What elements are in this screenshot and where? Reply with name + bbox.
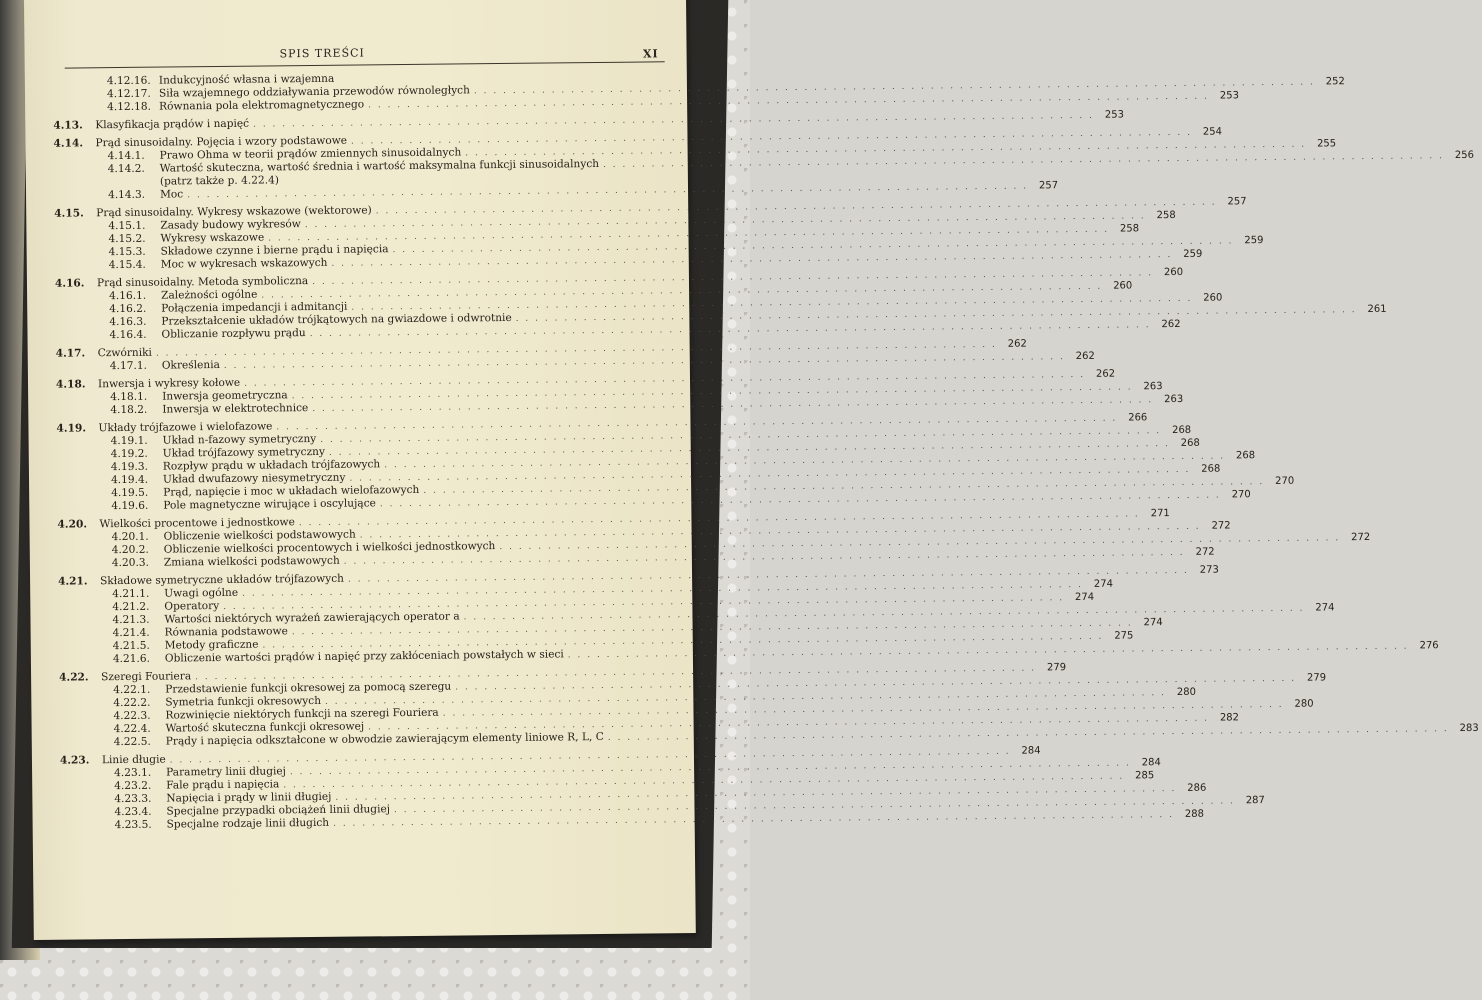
toc-entry-page: 257 [1038, 180, 1059, 192]
toc-entry-number: 4.21.1. [112, 587, 150, 601]
toc-entry-title: Zasady budowy wykresów [160, 218, 301, 232]
toc-entry-page: 262 [1095, 368, 1116, 380]
toc-entry-number: 4.15.4. [108, 258, 146, 272]
toc-entry-number: 4.23.1. [114, 766, 152, 780]
toc-entry-title: Zmiana wielkości podstawowych [163, 554, 340, 569]
toc-entry-number: 4.15. [54, 207, 84, 220]
toc-entry-number: 4.12.16. [106, 74, 151, 88]
toc-entry-number: 4.13. [53, 119, 83, 132]
toc-entry-number: 4.16.1. [109, 289, 147, 303]
toc-entry-number: 4.22.1. [113, 683, 151, 697]
toc-entry-page: 253 [1104, 109, 1125, 121]
toc-entry-title: Obliczanie rozpływu prądu [161, 327, 306, 341]
toc-entry-title: Wielkości procentowe i jednostkowe [99, 516, 295, 531]
toc-entry-title: Prąd sinusoidalny. Metoda symboliczna [96, 275, 309, 290]
toc-entry-title: Wartość skuteczna funkcji okresowej [165, 720, 365, 735]
toc-entry-number: 4.14.3. [107, 188, 146, 202]
toc-entry-title: Prąd, napięcie i moc w układach wielofazowych [163, 483, 420, 499]
toc-entry-title: Moc [159, 188, 184, 201]
toc-entry-number: 4.17.1. [109, 359, 147, 373]
toc-entry-page: 274 [1143, 617, 1163, 629]
toc-entry-number: 4.23.2. [114, 779, 152, 793]
toc-entry-page: 274 [1093, 578, 1114, 590]
toc-entry-number: 4.21.4. [112, 626, 150, 640]
toc-entry-title: Prawo Ohma w teorii prądów zmiennych sinusoidalnych [159, 146, 462, 162]
toc-entry-number: 4.21.2. [112, 600, 150, 614]
toc-entry-page: 287 [1245, 795, 1265, 807]
toc-entry-number: 4.19.6. [111, 499, 149, 513]
toc-entry-title: Składowe symetryczne układów trójfazowych [100, 572, 345, 588]
page-number-roman: XI [642, 47, 659, 61]
toc-entry-number: 4.15.2. [108, 232, 146, 246]
toc-entry-title: Wartość skuteczna, wartość średnia i wartość maksymalna funkcji sinusoidalnych [159, 157, 600, 175]
toc-entry-number: 4.18.2. [110, 403, 148, 417]
toc-entry-page: 255 [1316, 138, 1337, 150]
toc-entry-title: Indukcyjność własna i wzajemna [158, 72, 335, 87]
toc-entry-title: Operatory [164, 599, 220, 613]
toc-entry-page: 288 [1184, 808, 1205, 820]
toc-entry-title: Specjalne rodzaje linii długich [166, 816, 330, 831]
toc-entry-title: Układ dwufazowy niesymetryczny [162, 471, 346, 486]
toc-entry-number: 4.18.1. [110, 390, 148, 404]
toc-entry-page: 279 [1046, 662, 1067, 674]
toc-entry-page: 272 [1195, 546, 1215, 558]
toc-entry-number: 4.20.3. [111, 556, 150, 570]
toc-entry-title: Równania pola elektromagnetycznego [159, 98, 365, 113]
toc-entry-page: 262 [1161, 318, 1181, 331]
toc-entry-title: Specjalne przypadki obciążeń linii długiej [166, 803, 391, 818]
toc-entry-number: 4.22.5. [113, 735, 151, 749]
toc-entry-number: 4.20.1. [111, 530, 149, 544]
toc-entry-title: Inwersja w elektrotechnice [162, 402, 309, 416]
toc-entry-number: 4.21.5. [112, 639, 150, 653]
toc-entry-page: 260 [1163, 266, 1184, 279]
toc-entry-page: 268 [1201, 463, 1221, 475]
toc-entry-title: Układ trójfazowy symetryczny [162, 445, 326, 460]
page-header [65, 41, 665, 68]
toc-entry-page: 258 [1119, 223, 1140, 235]
toc-entry-title: Inwersja i wykresy kołowe [97, 376, 241, 391]
toc-entry-title: Układ n-fazowy symetryczny [162, 432, 317, 447]
toc-entry-page: 284 [1021, 745, 1041, 757]
toc-entry-page: 262 [1007, 338, 1027, 350]
toc-entry-page: 262 [1075, 350, 1095, 363]
toc-entry-title: Napięcia i prądy w linii długiej [166, 790, 332, 805]
toc-entry-page: 260 [1203, 292, 1223, 304]
toc-entry-page: 271 [1150, 508, 1170, 520]
toc-entry-title: Uwagi ogólne [164, 586, 239, 600]
toc-entry-number: 4.23. [59, 754, 90, 767]
toc-entry-title: Prąd sinusoidalny. Wykresy wskazowe (wektorowe) [96, 204, 372, 220]
toc-entry-page: 252 [1325, 76, 1345, 88]
toc-entry-title: Siła wzajemnego oddziaływania przewodów równoległych [158, 84, 470, 100]
toc-entry-number: 4.19.3. [110, 460, 149, 474]
toc-entry-page: 280 [1176, 686, 1196, 698]
table-of-contents [53, 69, 1479, 832]
toc-entry-page: 266 [1128, 412, 1148, 424]
toc-entry-number: 4.19.5. [111, 486, 149, 500]
toc-entry-title: Szeregi Fouriera [101, 670, 192, 684]
toc-entry [53, 109, 1125, 132]
toc-entry-title: Obliczenie wielkości podstawowych [163, 528, 356, 543]
toc-entry-page: 263 [1143, 381, 1163, 393]
toc-entry-number: 4.18. [55, 378, 86, 391]
toc-entry-number: 4.15.1. [108, 219, 146, 233]
toc-entry-title: Moc w wykresach wskazowych [160, 256, 328, 271]
toc-entry-title: Przedstawienie funkcji okresowej za pomocą szeregu [165, 680, 452, 696]
toc-entry-page: 279 [1306, 672, 1327, 684]
toc-entry-number: 4.15.3. [108, 245, 146, 259]
book-page [24, 0, 1479, 940]
toc-entry-page: 270 [1275, 475, 1295, 487]
toc-entry-number: 4.16.4. [109, 328, 147, 342]
toc-entry-page: 261 [1367, 303, 1387, 315]
toc-entry-title: Zależności ogólne [161, 288, 258, 302]
toc-entry-number: 4.19.4. [110, 473, 149, 487]
toc-entry-number: 4.14. [53, 137, 84, 150]
toc-entry-title: Wykresy wskazowe [160, 231, 265, 245]
toc-entry-page: 284 [1141, 757, 1161, 769]
toc-entry-page: 282 [1219, 712, 1240, 724]
toc-entry-title: Fale prądu i napięcia [166, 778, 280, 792]
toc-entry-number: 4.22. [59, 671, 89, 684]
toc-entry-page: 259 [1244, 235, 1264, 247]
toc-entry-number: 4.22.3. [113, 709, 151, 723]
toc-entry-page: 280 [1294, 698, 1314, 710]
toc-entry-page: 256 [1454, 149, 1474, 162]
toc-entry-title: Inwersja geometryczna [162, 389, 288, 403]
toc-entry-title: Składowe czynne i bierne prądu i napięcia [160, 243, 389, 258]
toc-entry-number: 4.16.3. [109, 315, 147, 329]
toc-entry-title: Prąd sinusoidalny. Pojęcia i wzory podstawowe [95, 134, 348, 150]
toc-entry-title: Obliczenie wartości prądów i napięć przy zakłóceniach powstałych w sieci [164, 648, 564, 665]
toc-entry-title: Linie długie [101, 753, 166, 767]
toc-entry-page: 283 [1459, 722, 1479, 735]
toc-entry-title: Czwórniki [97, 346, 152, 360]
toc-entry-number: 4.23.4. [114, 805, 152, 819]
toc-entry-page: 254 [1202, 126, 1222, 138]
toc-entry-number: 4.21. [58, 575, 88, 588]
toc-entry-page: 276 [1419, 640, 1439, 652]
toc-entry-title: Rozwinięcie niektórych funkcji na szeregi Fouriera [165, 706, 439, 722]
toc-entry-title: Określenia [161, 358, 220, 372]
toc-entry-title: Przekształcenie układów trójkątowych na gwiazdowe i odwrotnie [161, 311, 512, 328]
toc-entry-number: 4.14.1. [107, 149, 145, 163]
toc-entry-page: 273 [1199, 564, 1219, 576]
toc-entry-number: 4.21.3. [112, 613, 150, 627]
toc-entry-page: 274 [1074, 591, 1095, 604]
toc-entry-page: 258 [1156, 209, 1176, 222]
toc-entry-title: Klasyfikacja prądów i napięć [95, 117, 250, 132]
toc-entry-page: 275 [1114, 630, 1134, 642]
toc-entry-page: 268 [1235, 450, 1256, 462]
toc-entry-page: 268 [1171, 424, 1192, 437]
toc-entry-number: 4.12.17. [106, 87, 151, 101]
toc-entry-number: 4.22.2. [113, 696, 151, 710]
toc-entry-page: 272 [1211, 520, 1231, 532]
toc-entry-page: 253 [1219, 90, 1240, 102]
toc-entry-number: 4.22.4. [113, 722, 151, 736]
toc-entry-page: 263 [1164, 393, 1184, 406]
toc-entry-title: Obliczenie wielkości procentowych i wielkości jednostkowych [163, 540, 496, 556]
toc-entry-page: 272 [1351, 531, 1371, 544]
toc-entry-title: Parametry linii długiej [166, 765, 286, 779]
toc-entry-page: 274 [1315, 602, 1335, 614]
toc-entry-number: 4.12.18. [107, 100, 151, 114]
toc-entry-title: Układy trójfazowe i wielofazowe [98, 420, 273, 435]
toc-entry-title: Wartości niektórych wyrażeń zawierających operator a [164, 610, 460, 626]
page-title: SPIS TREŚCI [279, 46, 365, 61]
toc-entry-page: 270 [1231, 489, 1251, 501]
toc-entry-page: 257 [1227, 196, 1247, 208]
toc-entry-number: 4.16.2. [109, 302, 147, 316]
toc-entry-number: 4.23.5. [114, 818, 152, 832]
toc-entry-title: Prądy i napięcia odkształcone w obwodzie zawierającym elementy liniowe R, L, C [165, 730, 604, 748]
toc-entry-number: 4.21.6. [112, 652, 151, 666]
toc-entry-page: 259 [1183, 248, 1203, 260]
toc-entry-title: (patrz także p. 4.22.4) [159, 174, 280, 188]
toc-entry-number: 4.16. [54, 277, 85, 290]
toc-entry-title: Symetria funkcji okresowych [165, 694, 322, 709]
toc-entry-number: 4.19.2. [110, 447, 148, 461]
toc-entry-title: Rozpływ prądu w układach trójfazowych [162, 458, 381, 473]
toc-entry-title: Pole magnetyczne wirujące i oscylujące [163, 497, 376, 512]
toc-entry-number: 4.20.2. [111, 543, 149, 557]
toc-entry-title: Połączenia impedancji i admitancji [161, 300, 348, 315]
toc-entry-number: 4.23.3. [114, 792, 152, 806]
toc-entry-number: 4.20. [57, 518, 88, 531]
toc-entry-title: Metody graficzne [164, 638, 259, 652]
toc-entry-page: 260 [1113, 280, 1133, 292]
toc-entry-title: Równania podstawowe [164, 625, 288, 639]
toc-entry-number: 4.14.2. [107, 162, 145, 176]
toc-entry-page: 286 [1187, 782, 1207, 794]
toc-entry-number: 4.17. [55, 347, 86, 360]
toc-entry-number: 4.19. [56, 422, 87, 435]
toc-entry-page: 268 [1180, 437, 1200, 449]
toc-entry-page: 285 [1135, 770, 1155, 782]
toc-entry-number: 4.19.1. [110, 434, 148, 448]
